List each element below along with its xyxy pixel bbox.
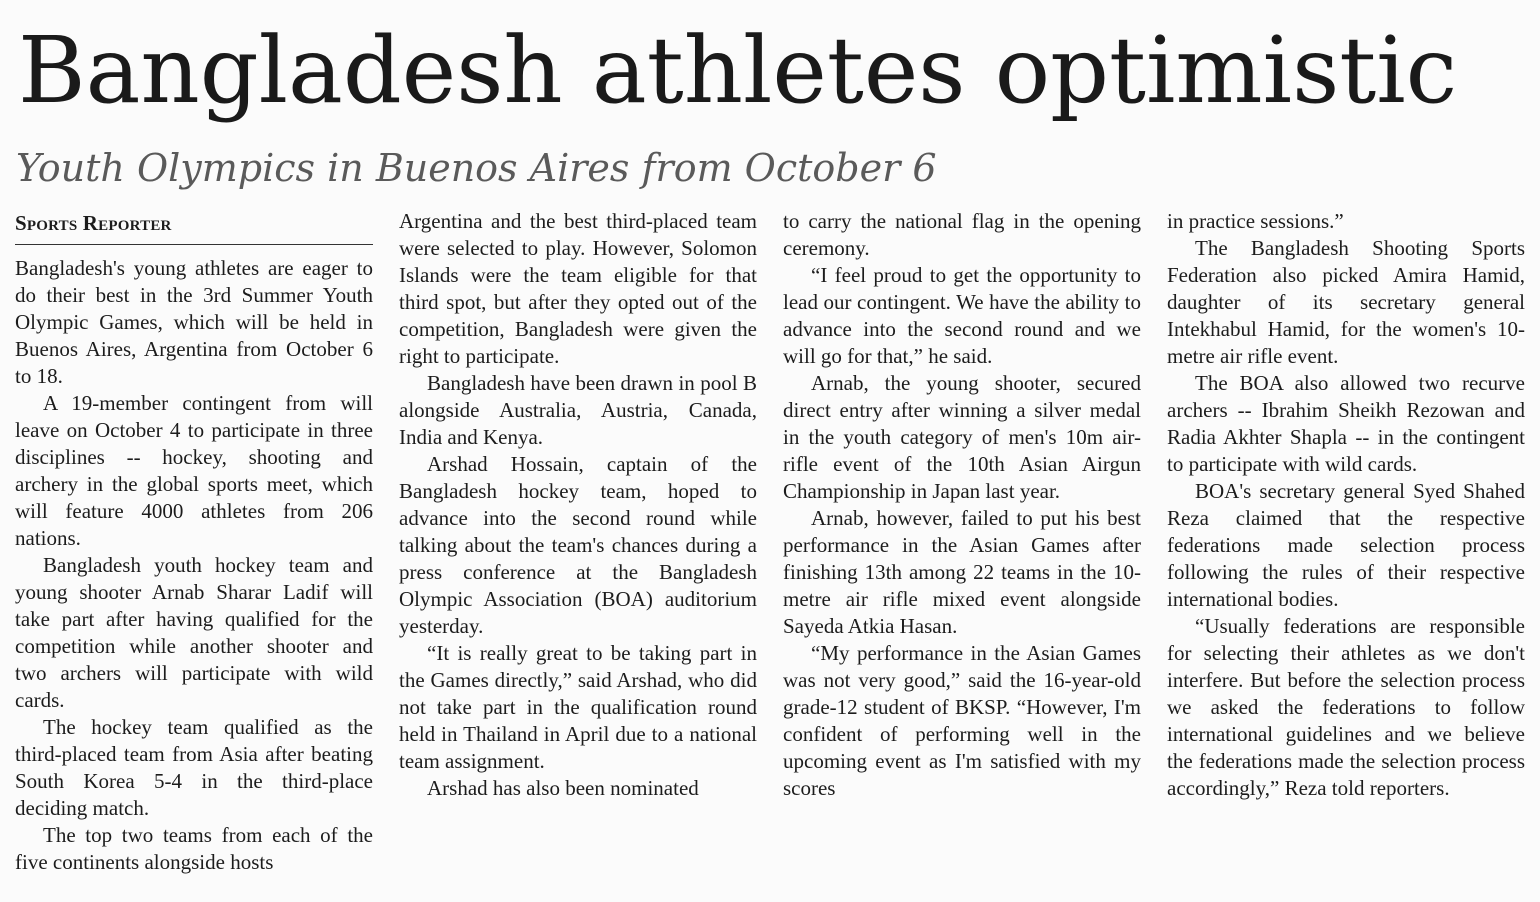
article-column-4 [1167, 208, 1525, 893]
article-paragraph: A 19-member contingent from will leave on October 4 to participate in three disciplines -- hockey, shooting and archery in the global sports meet, which will feature 4000 athletes from 206 nations. [15, 391, 373, 550]
article-paragraph: Arnab, however, failed to put his best performance in the Asian Games after finishing 13th among 22 teams in the 10-metre air rifle mixed event alongside Sayeda Atkia Hasan. [783, 506, 1141, 638]
article-paragraph: Bangladesh youth hockey team and young shooter Arnab Sharar Ladif will take part after having qualified for the competition while another shooter and two archers will participate with wild cards. [15, 553, 373, 712]
article-paragraph: “Usually federations are responsible for selecting their athletes as we don't interfere. But before the selection process we asked the federations to follow international guidelines and we believe the federations made the selection process accordingly,” Reza told reporters. [1167, 614, 1525, 800]
article-column-2 [399, 208, 757, 893]
article-paragraph: Bangladesh's young athletes are eager to do their best in the 3rd Summer Youth Olympic Games, which will be held in Buenos Aires, Argentina from October 6 to 18. [15, 256, 373, 388]
article-paragraph: Arnab, the young shooter, secured direct entry after winning a silver medal in the youth category of men's 10m air-rifle event of the 10th Asian Airgun Championship in Japan last year. [783, 371, 1141, 503]
article-paragraph: Arshad has also been nominated [427, 776, 699, 800]
subheadline: Youth Olympics in Buenos Aires from October 6 [16, 146, 937, 190]
article-column-3 [783, 208, 1141, 893]
article-paragraph: The top two teams from each of the five continents alongside hosts [15, 823, 373, 874]
article-paragraph: to carry the national flag in the opening ceremony. [783, 209, 1141, 260]
article-paragraph: The Bangladesh Shooting Sports Federation also picked Amira Hamid, daughter of its secretary general Intekhabul Hamid, for the women's 10-metre air rifle event. [1167, 236, 1525, 368]
article-paragraph: The BOA also allowed two recurve archers -- Ibrahim Sheikh Rezowan and Radia Akhter Shapla -- in the contingent to participate with wild cards. [1167, 371, 1525, 476]
byline: Sports Reporter [15, 211, 172, 235]
article-paragraph: Arshad Hossain, captain of the Bangladesh hockey team, hoped to advance into the second round while talking about the team's chances during a press conference at the Bangladesh Olympic Association (BOA) auditorium yesterday. [399, 452, 757, 638]
article-paragraph: The hockey team qualified as the third-placed team from Asia after beating South Korea 5-4 in the third-place deciding match. [15, 715, 373, 820]
article-paragraph: Bangladesh have been drawn in pool B alongside Australia, Austria, Canada, India and Kenya. [399, 371, 757, 449]
article-paragraph: BOA's secretary general Syed Shahed Reza claimed that the respective federations made selection process following the rules of their respective international bodies. [1167, 479, 1525, 611]
article-paragraph: Argentina and the best third-placed team were selected to play. However, Solomon Islands were the team eligible for that third spot, but after they opted out of the competition, Bangladesh were given the right to participate. [399, 209, 757, 368]
article-paragraph: “It is really great to be taking part in the Games directly,” said Arshad, who did not take part in the qualification round held in Thailand in April due to a national team assignment. [399, 641, 757, 773]
article-paragraph: “My performance in the Asian Games was not very good,” said the 16-year-old grade-12 student of BKSP. “However, I'm confident of performing well in the upcoming event as I'm satisfied with my scores [783, 641, 1141, 800]
article-column-1 [15, 208, 373, 893]
byline-divider [15, 244, 373, 245]
article-paragraph: “I feel proud to get the opportunity to lead our contingent. We have the ability to advance into the second round and we will go for that,” he said. [783, 263, 1141, 368]
headline: Bangladesh athletes optimistic [18, 17, 1458, 124]
article-paragraph: in practice sessions.” [1167, 209, 1344, 233]
